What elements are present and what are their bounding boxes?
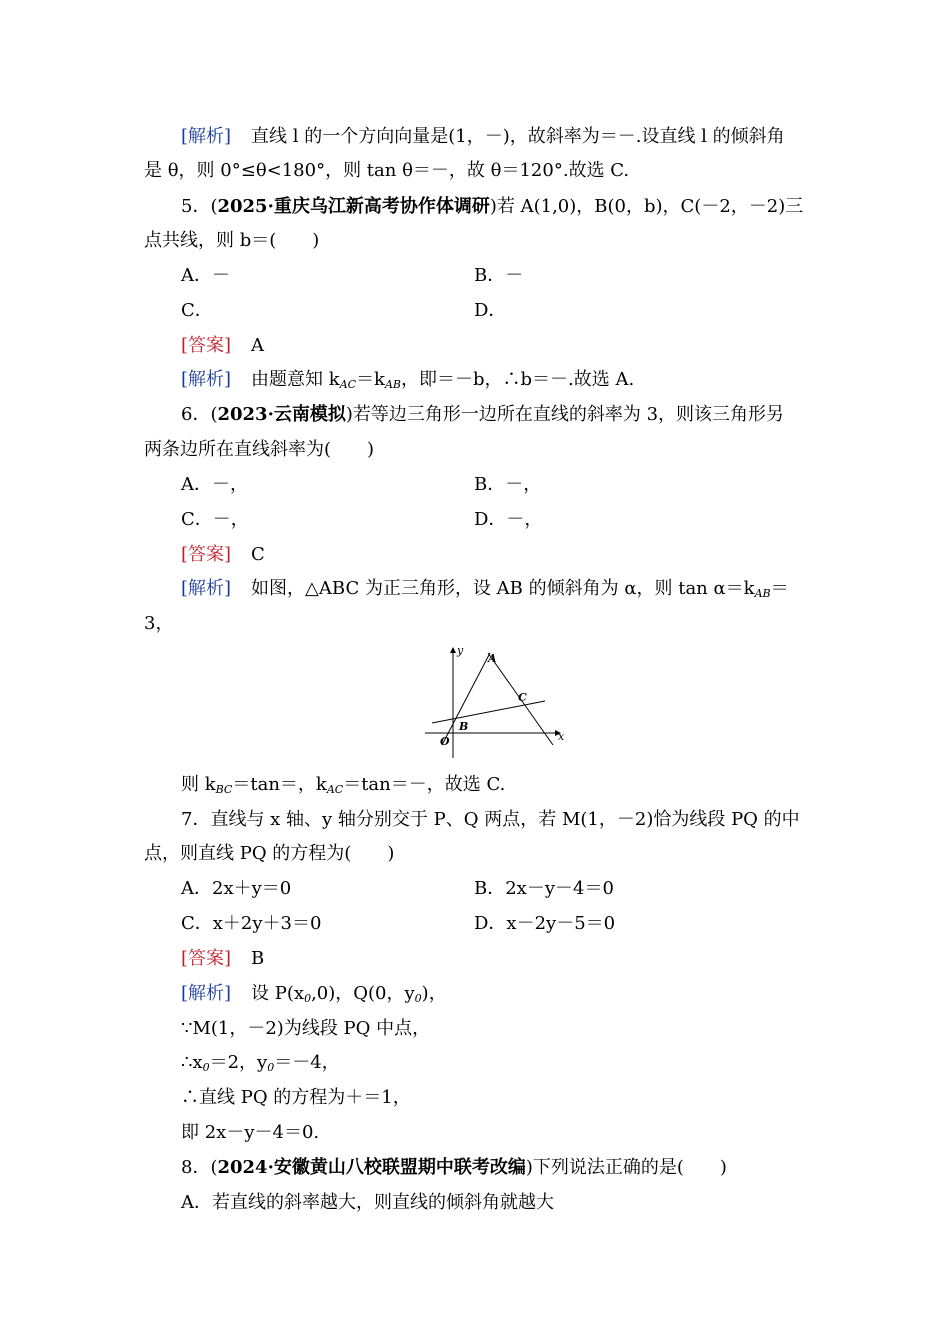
solution-text: ,0)，Q(0，y bbox=[311, 983, 415, 1004]
question-text: )若等边三角形一边所在直线的斜率为 3，则该三角形另 bbox=[345, 404, 785, 425]
solution-line bbox=[181, 124, 785, 150]
solution-line bbox=[181, 576, 789, 607]
question-text: )下列说法正确的是( ) bbox=[525, 1157, 727, 1178]
label-o: O bbox=[440, 735, 450, 748]
option-a: A．2x＋y＝0 bbox=[181, 878, 292, 899]
label-b: B bbox=[459, 720, 469, 733]
subscript: AC bbox=[326, 783, 344, 796]
solution-tag: [解析] bbox=[181, 369, 232, 390]
option-a: A．－ bbox=[181, 265, 230, 286]
option-b: B．－， bbox=[474, 474, 542, 495]
answer-value: B bbox=[251, 948, 265, 969]
option-c: C．－， bbox=[181, 509, 249, 530]
option-b: B．2x－y－4＝0 bbox=[474, 878, 614, 899]
subscript: 0 bbox=[202, 1061, 210, 1074]
answer-tag: [答案] bbox=[181, 948, 232, 969]
label-a: A bbox=[488, 652, 497, 665]
question-5 bbox=[181, 194, 803, 220]
solution-text: 即 2x－y－4＝0. bbox=[181, 1122, 320, 1143]
solution-tag: [解析] bbox=[181, 578, 232, 599]
answer-value: C bbox=[251, 544, 265, 565]
solution-text: 设 P(x bbox=[251, 983, 305, 1004]
answer-line bbox=[181, 333, 264, 359]
option-d: D． bbox=[474, 300, 507, 321]
option-b: B．－ bbox=[474, 265, 524, 286]
solution-text: 3， bbox=[144, 613, 174, 634]
triangle-figure bbox=[420, 643, 570, 761]
option-c: C．x＋2y＋3＝0 bbox=[181, 913, 322, 934]
question-number: 5．( bbox=[181, 196, 218, 217]
question-6 bbox=[181, 402, 784, 428]
solution-text: )， bbox=[421, 983, 447, 1004]
question-source: 2025·重庆乌江新高考协作体调研 bbox=[217, 196, 490, 217]
subscript: 0 bbox=[304, 992, 312, 1005]
answer-tag: [答案] bbox=[181, 335, 232, 356]
question-number: 8．( bbox=[181, 1157, 218, 1178]
answer-value: A bbox=[251, 335, 265, 356]
question-7: 7．直线与 x 轴、y 轴分别交于 P、Q 两点，若 M(1，－2)恰为线段 PQ 的中 bbox=[181, 809, 800, 830]
solution-line bbox=[181, 367, 634, 398]
solution-text: 则 k bbox=[181, 774, 216, 795]
question-text: 点，则直线 PQ 的方程为( ) bbox=[144, 843, 395, 864]
solution-line bbox=[181, 981, 447, 1012]
subscript: AB bbox=[754, 587, 771, 600]
solution-text: 直线 l 的一个方向向量是(1，－)，故斜率为＝－.设直线 l 的倾斜角 bbox=[251, 126, 785, 147]
solution-text: ∴直线 PQ 的方程为＋＝1， bbox=[181, 1087, 411, 1108]
solution-text: ＝tan＝－，故选 C. bbox=[343, 774, 506, 795]
question-source: 2024·安徽黄山八校联盟期中联考改编 bbox=[217, 1157, 526, 1178]
solution-line bbox=[144, 158, 629, 184]
solution-text: ∵M(1，－2)为线段 PQ 中点， bbox=[181, 1018, 431, 1039]
subscript: 0 bbox=[267, 1061, 275, 1074]
label-x: x bbox=[558, 730, 565, 743]
answer-line bbox=[181, 542, 265, 568]
solution-text: ，即＝－b，∴b＝－.故选 A. bbox=[401, 369, 635, 390]
label-y: y bbox=[457, 644, 464, 657]
answer-tag: [答案] bbox=[181, 544, 232, 565]
option-d: D．－， bbox=[474, 509, 543, 530]
solution-text: 由题意知 k bbox=[251, 369, 340, 390]
question-number: 6．( bbox=[181, 404, 218, 425]
question-text: )若 A(1,0)，B(0，b)，C(－2，－2)三 bbox=[489, 196, 804, 217]
subscript: 0 bbox=[414, 992, 422, 1005]
question-text: 点共线，则 b＝( ) bbox=[144, 230, 320, 251]
solution-text: ＝－4， bbox=[274, 1052, 340, 1073]
subscript: AB bbox=[384, 378, 402, 391]
solution-text: ＝2，y bbox=[209, 1052, 268, 1073]
label-c: C bbox=[518, 691, 527, 704]
option-d: D．x－2y－5＝0 bbox=[474, 913, 616, 934]
solution-text: ＝ bbox=[770, 578, 789, 599]
solution-line bbox=[181, 1050, 340, 1081]
solution-text: ＝k bbox=[356, 369, 385, 390]
solution-text: 是 θ，则 0°≤θ<180°，则 tan θ＝－，故 θ＝120°.故选 C. bbox=[144, 160, 630, 181]
solution-text: ＝tan＝，k bbox=[232, 774, 327, 795]
option-c: C． bbox=[181, 300, 213, 321]
line-bc bbox=[432, 701, 545, 723]
answer-line bbox=[181, 946, 264, 972]
solution-text: ∴x bbox=[181, 1052, 203, 1073]
solution-tag: [解析] bbox=[181, 983, 232, 1004]
question-source: 2023·云南模拟 bbox=[217, 404, 346, 425]
question-8 bbox=[181, 1155, 727, 1181]
solution-tag: [解析] bbox=[181, 126, 232, 147]
solution-text: 如图，△ABC 为正三角形，设 AB 的倾斜角为 α，则 tan α＝k bbox=[251, 578, 755, 599]
solution-line bbox=[181, 772, 505, 803]
subscript: BC bbox=[215, 783, 233, 796]
subscript: AC bbox=[339, 378, 357, 391]
option-a: A．－， bbox=[181, 474, 248, 495]
question-text: 两条边所在直线斜率为( ) bbox=[144, 439, 375, 460]
option-a: A．若直线的斜率越大，则直线的倾斜角就越大 bbox=[181, 1192, 554, 1213]
